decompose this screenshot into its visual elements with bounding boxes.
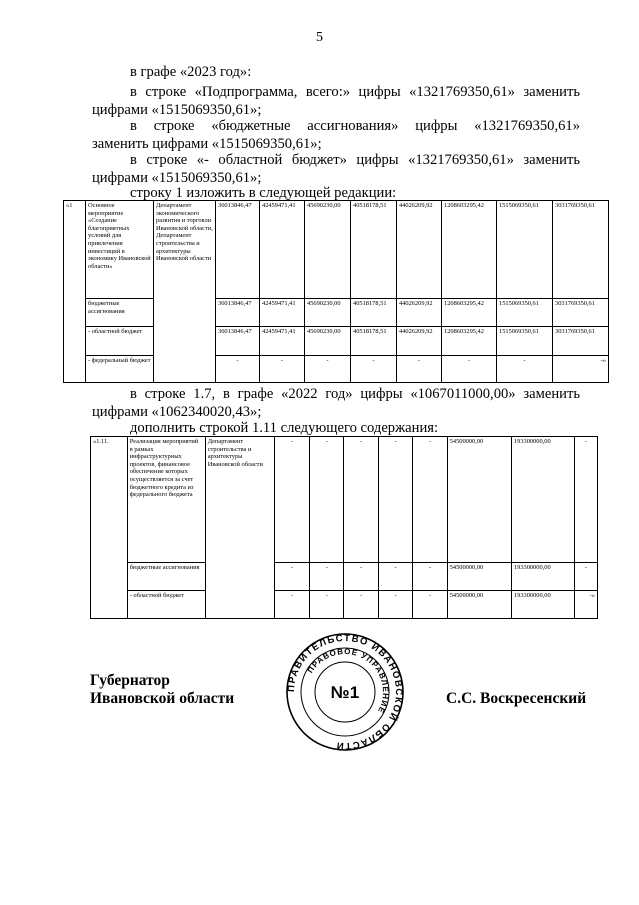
executor-cell: Департамент экономического развития и торговли Ивановской области, Департамент строительства и архитектуры Ивановской области [154,201,216,383]
value-cell: - [378,591,412,619]
value-cell: - [310,437,344,563]
value-cell: - [413,563,447,591]
value-cell: - [575,437,598,563]
row-number: «1 [64,201,86,383]
paragraph-line: в строке «Подпрограмма, всего:» цифры «1321769350,61» заменить [130,84,580,100]
paragraph-line: в строке «- областной бюджет» цифры «1321769350,61» заменить [130,152,580,168]
value-cell: - [274,591,310,619]
value-cell: 36013846,47 [216,201,260,299]
value-cell: 193300000,00 [511,563,574,591]
value-cell: - [344,563,378,591]
value-cell: 44026209,92 [397,299,442,327]
value-cell: 45690230,00 [305,327,351,356]
row-label: бюджетные ассигнования [127,563,205,591]
activity-name: Основное мероприятие «Создание благоприятных условий для привлечения инвестиций в экономику Ивановской области» [86,201,154,299]
value-cell: 3031769350,61 [553,327,609,356]
paragraph-line: цифрами «1515069350,61»; [92,170,262,186]
paragraph-line: в графе «2023 год»: [130,64,252,80]
activity-name: Реализация мероприятий в рамках инфраструктурных проектов, финансовое обеспечение которых осуществляется за счет бюджетного кредита из федерального бюджета [127,437,205,563]
value-cell: 1208603295,42 [442,201,497,299]
value-cell: - [575,563,598,591]
value-cell: 42459471,41 [260,201,305,299]
value-cell: 1515069350,61 [497,327,553,356]
budget-table-row-1-11 [90,436,598,619]
value-cell: 193300000,00 [511,437,574,563]
value-cell: - [305,356,351,383]
paragraph-line: заменить цифрами «1515069350,61»; [92,136,322,152]
paragraph-line: в строке «бюджетные ассигнования» цифры «1321769350,61» [130,118,580,134]
value-cell: 1515069350,61 [497,299,553,327]
value-cell: 1208603295,42 [442,299,497,327]
signature-name: С.С. Воскресенский [446,690,587,707]
value-cell: 40518178,51 [351,201,397,299]
value-cell: - [351,356,397,383]
executor-cell: Департамент строительства и архитектуры Ивановской области [205,437,274,619]
value-cell: 36013846,47 [216,327,260,356]
value-cell: - [413,591,447,619]
row-label: - областной бюджет [127,591,205,619]
value-cell: 45690230,00 [305,299,351,327]
value-cell: - [274,563,310,591]
official-seal-stamp [285,632,405,752]
value-cell: - [274,437,310,563]
svg-text:№1: №1 [330,683,360,702]
value-cell: - [310,591,344,619]
budget-table-row-1 [63,200,609,383]
value-cell: 54500000,00 [447,437,511,563]
value-cell: - [260,356,305,383]
paragraph-line: цифрами «1062340020,43»; [92,404,262,420]
value-cell: - [216,356,260,383]
value-cell: - [497,356,553,383]
value-cell: - [397,356,442,383]
signature-position-line2: Ивановской области [90,690,235,707]
value-cell: - [378,563,412,591]
svg-text:ПРАВИТЕЛЬСТВО ИВАНОВСКОЙ ОБЛАС: ПРАВИТЕЛЬСТВО ИВАНОВСКОЙ ОБЛАСТИ [285,632,405,752]
value-cell: 44026209,92 [397,201,442,299]
value-cell: 40518178,51 [351,327,397,356]
row-label: - областной бюджет [86,327,154,356]
value-cell: 42459471,41 [260,299,305,327]
value-cell: 44026209,92 [397,327,442,356]
value-cell: - [344,591,378,619]
paragraph-line: цифрами «1515069350,61»; [92,102,262,118]
value-cell: - [378,437,412,563]
paragraph-line: строку 1 изложить в следующей редакции: [130,185,397,201]
page-number: 5 [316,30,323,45]
value-cell: - [344,437,378,563]
value-cell: 40518178,51 [351,299,397,327]
row-number: «1.11. [91,437,128,619]
value-cell: 54500000,00 [447,563,511,591]
row-label: бюджетные ассигнования [86,299,154,327]
value-cell: 1208603295,42 [442,327,497,356]
svg-text:ПРАВОВОЕ УПРАВЛЕНИЕ: ПРАВОВОЕ УПРАВЛЕНИЕ [305,646,391,716]
value-cell: - [442,356,497,383]
value-cell: - [413,437,447,563]
value-cell: -» [553,356,609,383]
paragraph-line: дополнить строкой 1.11 следующего содержания: [130,420,439,436]
row-label: - федеральный бюджет [86,356,154,383]
value-cell: 45690230,00 [305,201,351,299]
value-cell: 1515069350,61 [497,201,553,299]
value-cell: 3031769350,61 [553,299,609,327]
value-cell: 54500000,00 [447,591,511,619]
value-cell: - [310,563,344,591]
value-cell: 193300000,00 [511,591,574,619]
value-cell: 3031769350,61 [553,201,609,299]
value-cell: 42459471,41 [260,327,305,356]
paragraph-line: в строке 1.7, в графе «2022 год» цифры «1067011000,00» заменить [130,386,580,402]
value-cell: -» [575,591,598,619]
value-cell: 36013846,47 [216,299,260,327]
signature-position-line1: Губернатор [90,672,170,689]
